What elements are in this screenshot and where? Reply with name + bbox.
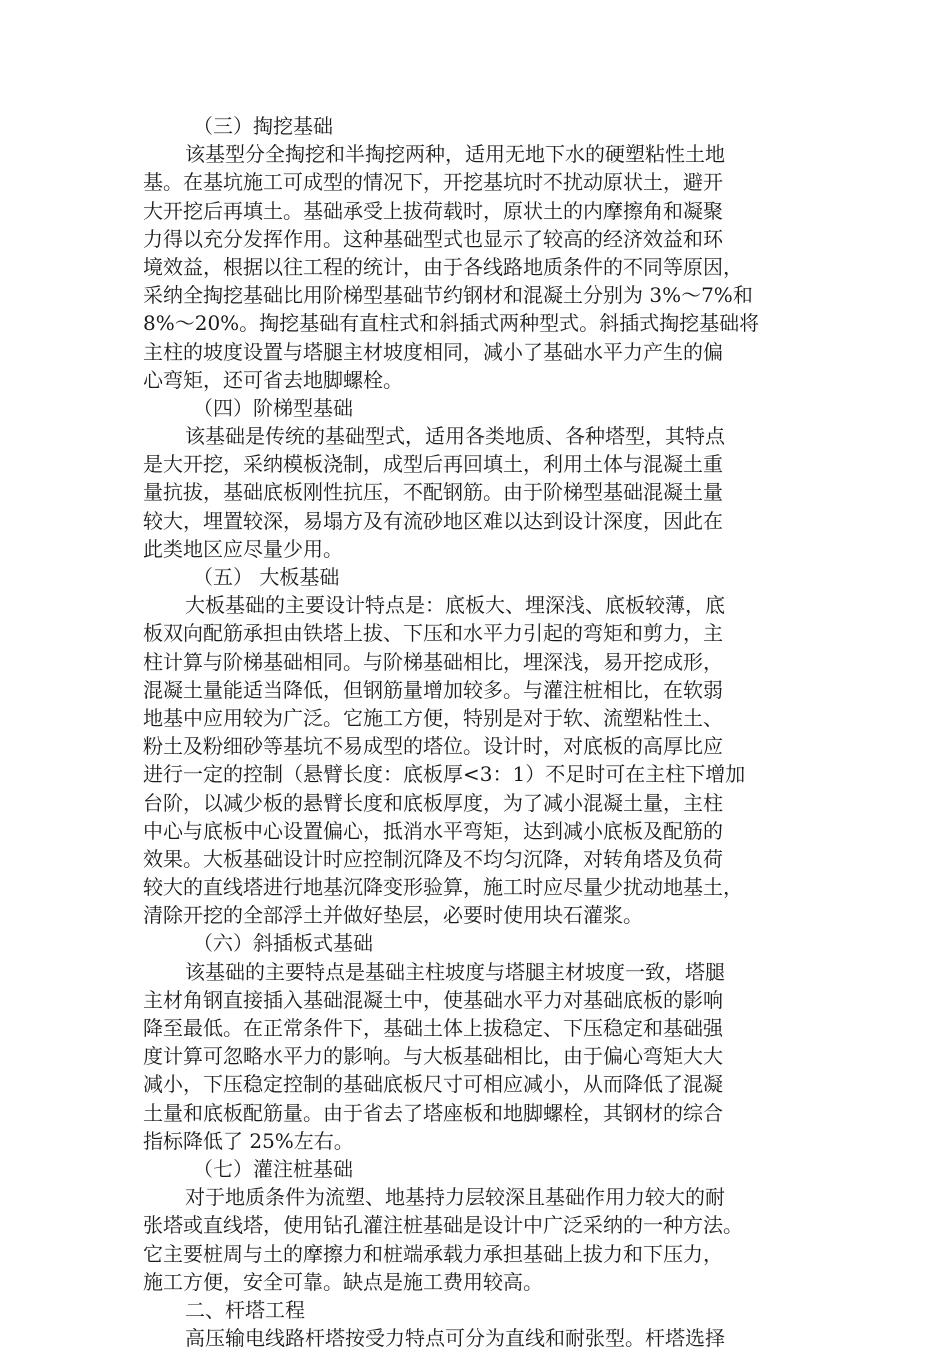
chapter-heading: 二、杆塔工程 xyxy=(185,1297,305,1322)
paragraph-line: 它主要桩周与土的摩擦力和桩端承载力承担基础上拔力和下压力， xyxy=(143,1241,723,1266)
paragraph-line: 台阶，以减少板的悬臂长度和底板厚度，为了减小混凝土量，主柱 xyxy=(143,790,723,815)
paragraph-line: 清除开挖的全部浮土并做好垫层，必要时使用块石灌浆。 xyxy=(143,903,643,928)
paragraph-line: 较大的直线塔进行地基沉降变形验算，施工时应尽量少扰动地基土， xyxy=(143,875,743,900)
paragraph-line: 地基中应用较为广泛。它施工方便，特别是对于软、流塑粘性土、 xyxy=(143,705,723,730)
paragraph-line: 粉土及粉细砂等基坑不易成型的塔位。设计时，对底板的高厚比应 xyxy=(143,734,723,759)
section-heading: （六）斜插板式基础 xyxy=(193,931,373,956)
paragraph-line: 指标降低了 25%左右。 xyxy=(143,1128,354,1153)
paragraph-line: 采纳全掏挖基础比用阶梯型基础节约钢材和混凝土分别为 3%～7%和 xyxy=(143,283,753,308)
paragraph-first-line: 高压输电线路杆塔按受力特点可分为直线和耐张型。杆塔选择 xyxy=(185,1326,725,1351)
section-heading: （四）阶梯型基础 xyxy=(193,395,353,420)
section-heading: （七）灌注桩基础 xyxy=(193,1156,353,1181)
paragraph-line: 混凝土量能适当降低，但钢筋量增加较多。与灌注桩相比，在软弱 xyxy=(143,677,723,702)
paragraph-line: 主柱的坡度设置与塔腿主材坡度相同，减小了基础水平力产生的偏 xyxy=(143,339,723,364)
paragraph-first-line: 大板基础的主要设计特点是：底板大、埋深浅、底板较薄，底 xyxy=(185,593,725,618)
paragraph-line: 基。在基坑施工可成型的情况下，开挖基坑时不扰动原状土，避开 xyxy=(143,170,723,195)
paragraph-first-line: 该基础的主要特点是基础主柱坡度与塔腿主材坡度一致，塔腿 xyxy=(185,959,725,984)
paragraph-line: 土量和底板配筋量。由于省去了塔座板和地脚螺栓，其钢材的综合 xyxy=(143,1100,723,1125)
paragraph-line: 是大开挖，采纳模板浇制，成型后再回填土，利用土体与混凝土重 xyxy=(143,452,723,477)
paragraph-line: 板双向配筋承担由铁塔上拔、下压和水平力引起的弯矩和剪力，主 xyxy=(143,621,723,646)
paragraph-line: 减小，下压稳定控制的基础底板尺寸可相应减小，从而降低了混凝 xyxy=(143,1072,723,1097)
paragraph-line: 张塔或直线塔，使用钻孔灌注桩基础是设计中广泛采纳的一种方法。 xyxy=(143,1213,743,1238)
section-heading: （三）掏挖基础 xyxy=(193,114,333,138)
paragraph-line: 度计算可忽略水平力的影响。与大板基础相比，由于偏心弯矩大大 xyxy=(143,1044,723,1069)
paragraph-first-line: 该基础是传统的基础型式，适用各类地质、各种塔型，其特点 xyxy=(185,424,725,449)
paragraph-line: 进行一定的控制（悬臂长度：底板厚<3：1）不足时可在主柱下增加 xyxy=(143,762,746,787)
paragraph-line: 较大，埋置较深，易塌方及有流砂地区难以达到设计深度，因此在 xyxy=(143,508,723,533)
document-body xyxy=(143,112,813,1352)
paragraph-line: 大开挖后再填土。基础承受上拔荷载时，原状土的内摩擦角和凝聚 xyxy=(143,198,723,223)
paragraph-line: 量抗拔，基础底板刚性抗压，不配钢筋。由于阶梯型基础混凝土量 xyxy=(143,480,723,505)
paragraph-line: 效果。大板基础设计时应控制沉降及不均匀沉降，对转角塔及负荷 xyxy=(143,846,723,871)
paragraph-line: 中心与底板中心设置偏心，抵消水平弯矩，达到减小底板及配筋的 xyxy=(143,818,723,843)
paragraph-first-line: 该基型分全掏挖和半掏挖两种，适用无地下水的硬塑粘性土地 xyxy=(185,142,725,167)
paragraph-line: 施工方便，安全可靠。缺点是施工费用较高。 xyxy=(143,1269,543,1294)
section-heading: （五） 大板基础 xyxy=(193,565,340,589)
paragraph-line: 此类地区应尽量少用。 xyxy=(143,536,343,561)
paragraph-line: 主材角钢直接插入基础混凝土中，使基础水平力对基础底板的影响 xyxy=(143,987,723,1012)
paragraph-first-line: 对于地质条件为流塑、地基持力层较深且基础作用力较大的耐 xyxy=(185,1185,725,1210)
paragraph-line: 力得以充分发挥作用。这种基础型式也显示了较高的经济效益和环 xyxy=(143,226,723,251)
paragraph-line: 心弯矩，还可省去地脚螺栓。 xyxy=(143,367,403,392)
paragraph-line: 降至最低。在正常条件下，基础土体上拔稳定、下压稳定和基础强 xyxy=(143,1016,723,1040)
paragraph-line: 柱计算与阶梯基础相同。与阶梯基础相比，埋深浅，易开挖成形， xyxy=(143,649,723,674)
paragraph-line: 8%～20%。掏挖基础有直柱式和斜插式两种型式。斜插式掏挖基础将 xyxy=(143,311,760,336)
paragraph-line: 境效益，根据以往工程的统计，由于各线路地质条件的不同等原因， xyxy=(143,254,743,279)
